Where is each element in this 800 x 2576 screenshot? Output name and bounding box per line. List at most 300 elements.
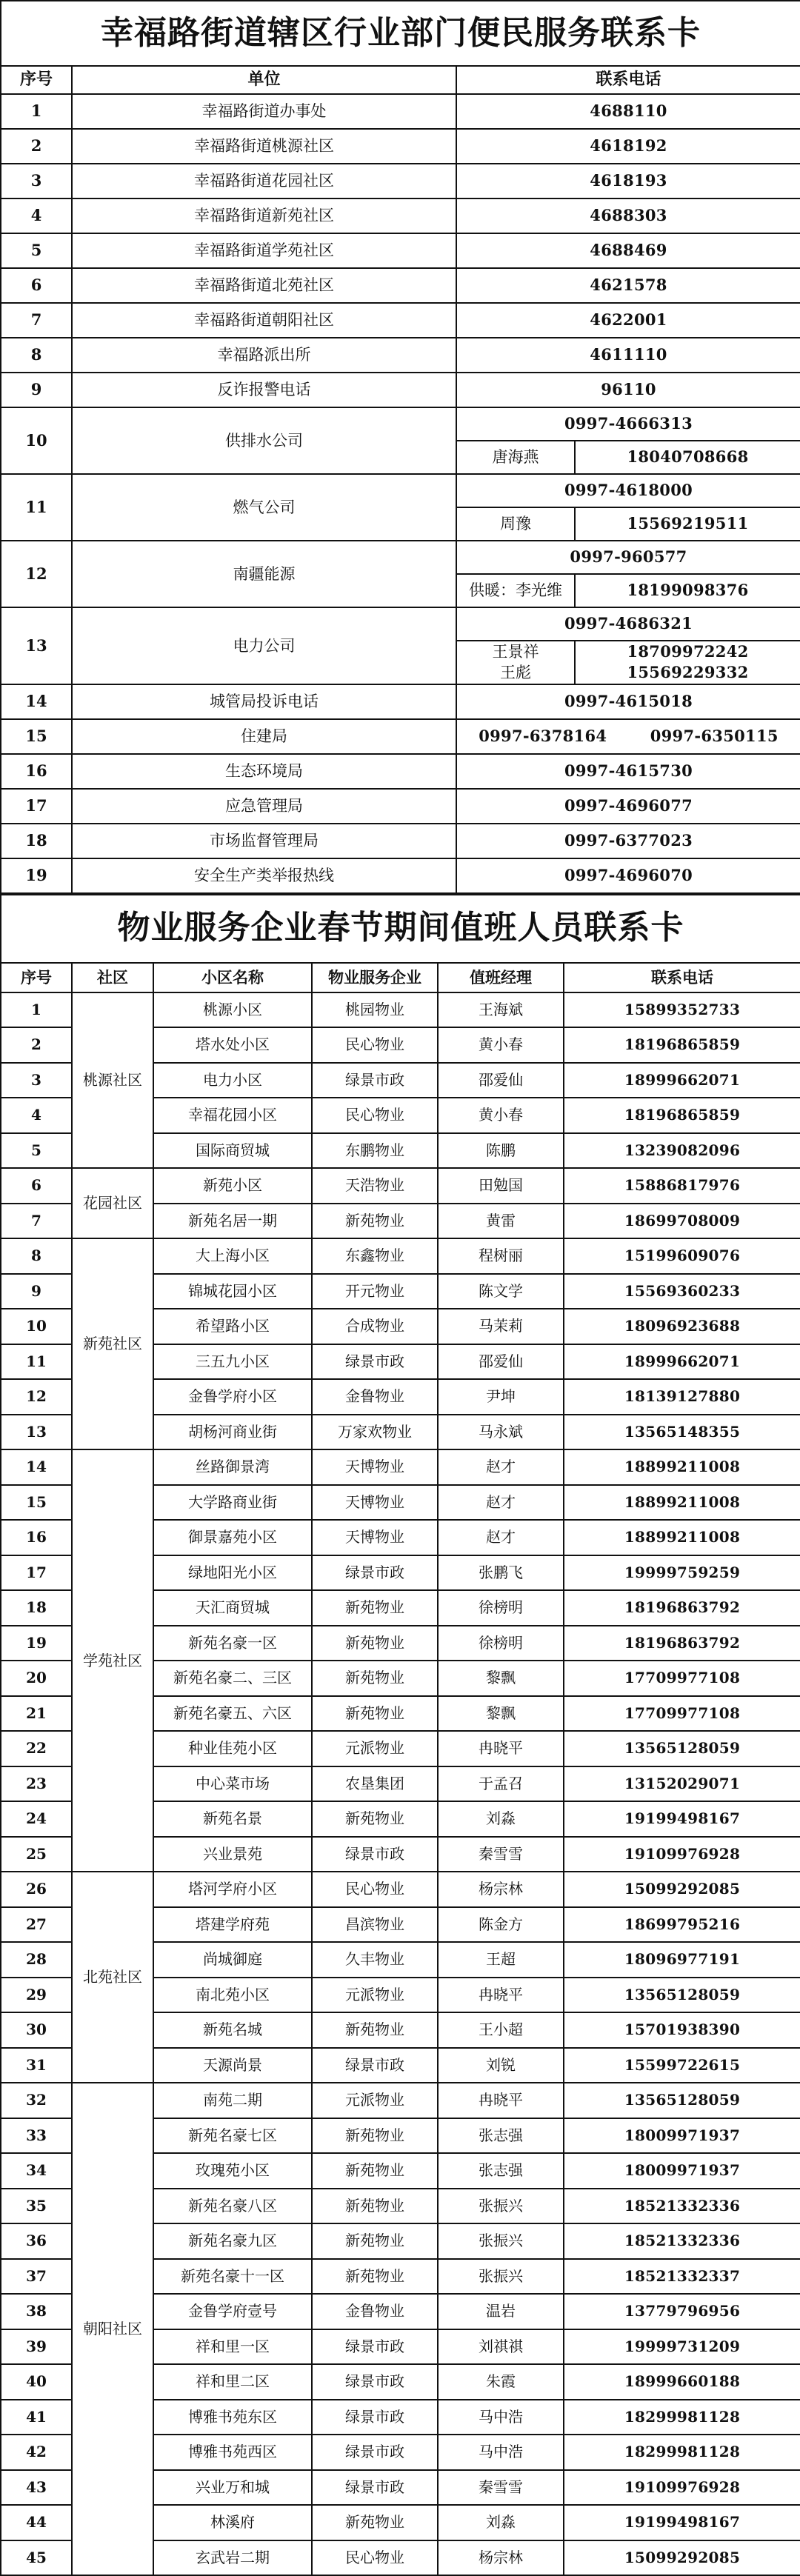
contact-name: 王彪 — [500, 664, 531, 682]
duty-manager: 张振兴 — [438, 2259, 564, 2295]
duty-manager: 于孟召 — [438, 1766, 564, 1802]
duty-manager: 张振兴 — [438, 2223, 564, 2259]
duty-manager: 徐榜明 — [438, 1590, 564, 1626]
phone-number: 0997-6378164 — [479, 727, 607, 746]
duty-manager: 马茉莉 — [438, 1309, 564, 1344]
row-number: 22 — [1, 1731, 72, 1766]
phone-number: 19999731209 — [564, 2329, 800, 2365]
estate-name: 新苑名居一期 — [153, 1204, 312, 1239]
row-number: 21 — [1, 1696, 72, 1732]
table-row — [1, 407, 800, 441]
table-row — [1, 541, 800, 574]
row-number: 6 — [1, 268, 72, 303]
row-number: 15 — [1, 719, 72, 754]
estate-name: 金鲁学府小区 — [153, 1379, 312, 1415]
header-no: 序号 — [1, 963, 72, 992]
phone-number: 18899211008 — [564, 1449, 800, 1485]
row-number: 17 — [1, 789, 72, 824]
phone-number: 0997-960577 — [456, 541, 800, 574]
unit-name: 生态环境局 — [72, 754, 456, 789]
row-number: 30 — [1, 2012, 72, 2048]
row-number: 15 — [1, 1485, 72, 1521]
property-company: 桃园物业 — [312, 992, 438, 1028]
duty-manager: 邵爱仙 — [438, 1344, 564, 1380]
estate-name: 新苑名豪九区 — [153, 2223, 312, 2259]
row-number: 7 — [1, 303, 72, 338]
phone-number: 13239082096 — [564, 1133, 800, 1169]
card2-title: 物业服务企业春节期间值班人员联系卡 — [1, 895, 800, 963]
property-company: 绿景市政 — [312, 1555, 438, 1591]
phone-number: 18899211008 — [564, 1485, 800, 1521]
phone-number: 0997-4615018 — [456, 684, 800, 719]
row-number: 19 — [1, 1626, 72, 1661]
table-row — [1, 303, 800, 338]
unit-name: 住建局 — [72, 719, 456, 754]
phone-number: 15569360233 — [564, 1274, 800, 1309]
property-company: 民心物业 — [312, 1872, 438, 1907]
unit-name: 幸福路街道朝阳社区 — [72, 303, 456, 338]
row-number: 12 — [1, 1379, 72, 1415]
contact-name: 唐海燕 — [456, 441, 575, 474]
unit-name: 幸福路街道办事处 — [72, 94, 456, 129]
phone-number: 0997-4615730 — [456, 754, 800, 789]
unit-name: 应急管理局 — [72, 789, 456, 824]
row-number: 26 — [1, 1872, 72, 1907]
property-company: 绿景市政 — [312, 2048, 438, 2083]
estate-name: 尚城御庭 — [153, 1942, 312, 1978]
row-number: 7 — [1, 1204, 72, 1239]
contact-phone: 18709972242 — [627, 642, 749, 661]
duty-manager: 黄雷 — [438, 1204, 564, 1239]
phone-number: 18009971937 — [564, 2153, 800, 2189]
property-company: 新苑物业 — [312, 2118, 438, 2154]
estate-name: 御景嘉苑小区 — [153, 1520, 312, 1555]
phone-number: 18196863792 — [564, 1626, 800, 1661]
phone-number: 4618193 — [456, 164, 800, 198]
row-number: 5 — [1, 233, 72, 268]
row-number: 39 — [1, 2329, 72, 2365]
community-name: 学苑社区 — [72, 1449, 153, 1872]
phone-number: 4618192 — [456, 129, 800, 164]
property-company: 民心物业 — [312, 1027, 438, 1063]
estate-name: 电力小区 — [153, 1063, 312, 1098]
row-number: 1 — [1, 992, 72, 1028]
row-number: 8 — [1, 338, 72, 373]
estate-name: 新苑小区 — [153, 1168, 312, 1204]
property-company: 万家欢物业 — [312, 1415, 438, 1450]
phone-number: 13779796956 — [564, 2294, 800, 2329]
row-number: 17 — [1, 1555, 72, 1591]
property-company: 新苑物业 — [312, 1590, 438, 1626]
community-name: 花园社区 — [72, 1168, 153, 1238]
row-number: 1 — [1, 94, 72, 129]
duty-manager: 马永斌 — [438, 1415, 564, 1450]
duty-manager: 陈鹏 — [438, 1133, 564, 1169]
phone-number: 18196863792 — [564, 1590, 800, 1626]
phone-number: 0997-4686321 — [456, 607, 800, 641]
property-company: 绿景市政 — [312, 2329, 438, 2365]
unit-name: 幸福路街道花园社区 — [72, 164, 456, 198]
property-company: 久丰物业 — [312, 1942, 438, 1978]
property-company: 昌滨物业 — [312, 1907, 438, 1943]
estate-name: 新苑名景 — [153, 1801, 312, 1837]
estate-name: 博雅书苑东区 — [153, 2400, 312, 2435]
row-number: 31 — [1, 2048, 72, 2083]
community-name: 北苑社区 — [72, 1872, 153, 2083]
community-name: 桃源社区 — [72, 992, 153, 1169]
estate-name: 国际商贸城 — [153, 1133, 312, 1169]
community-name: 新苑社区 — [72, 1238, 153, 1449]
row-number: 10 — [1, 407, 72, 474]
phone-number: 0997-4666313 — [456, 407, 800, 441]
estate-name: 新苑名豪二、三区 — [153, 1661, 312, 1696]
phone-number: 18699795216 — [564, 1907, 800, 1943]
phone-number: 13565128059 — [564, 1978, 800, 2013]
row-number: 20 — [1, 1661, 72, 1696]
table-row — [1, 233, 800, 268]
table-row — [1, 1168, 800, 1204]
property-company: 东鑫物业 — [312, 1238, 438, 1274]
table-row — [1, 338, 800, 373]
phone-number: 13565128059 — [564, 2083, 800, 2118]
estate-name: 新苑名豪十一区 — [153, 2259, 312, 2295]
table-row — [1, 2083, 800, 2118]
duty-manager: 马中浩 — [438, 2435, 564, 2470]
table-row — [1, 719, 800, 754]
estate-name: 兴业景苑 — [153, 1837, 312, 1872]
row-number: 5 — [1, 1133, 72, 1169]
table-row — [1, 474, 800, 507]
header-community: 社区 — [72, 963, 153, 992]
table-row — [1, 789, 800, 824]
row-number: 9 — [1, 373, 72, 407]
estate-name: 天汇商贸城 — [153, 1590, 312, 1626]
unit-name: 幸福路街道新苑社区 — [72, 198, 456, 233]
duty-manager: 程树丽 — [438, 1238, 564, 1274]
row-number: 42 — [1, 2435, 72, 2470]
header-estate: 小区名称 — [153, 963, 312, 992]
unit-name: 安全生产类举报热线 — [72, 858, 456, 893]
row-number: 18 — [1, 824, 72, 858]
phone-number: 18299981128 — [564, 2400, 800, 2435]
phone-number: 18139127880 — [564, 1379, 800, 1415]
service-contact-card — [0, 0, 800, 894]
duty-manager: 冉晓平 — [438, 1731, 564, 1766]
property-company: 天博物业 — [312, 1485, 438, 1521]
estate-name: 锦城花园小区 — [153, 1274, 312, 1309]
duty-manager: 秦雪雪 — [438, 1837, 564, 1872]
phone-number: 0997-4696070 — [456, 858, 800, 893]
row-number: 24 — [1, 1801, 72, 1837]
duty-manager: 刘祺祺 — [438, 2329, 564, 2365]
property-company: 天博物业 — [312, 1520, 438, 1555]
property-company: 新苑物业 — [312, 2012, 438, 2048]
duty-manager: 秦雪雪 — [438, 2470, 564, 2506]
row-number: 40 — [1, 2364, 72, 2400]
unit-name: 反诈报警电话 — [72, 373, 456, 407]
unit-name: 幸福路派出所 — [72, 338, 456, 373]
estate-name: 兴业万和城 — [153, 2470, 312, 2506]
property-company: 绿景市政 — [312, 2400, 438, 2435]
duty-manager: 王海斌 — [438, 992, 564, 1028]
phone-number: 17709977108 — [564, 1696, 800, 1732]
row-number: 45 — [1, 2540, 72, 2576]
row-number: 4 — [1, 198, 72, 233]
phone-number: 19109976928 — [564, 1837, 800, 1872]
phone-number: 18196865859 — [564, 1027, 800, 1063]
property-company: 元派物业 — [312, 2083, 438, 2118]
property-company: 元派物业 — [312, 1731, 438, 1766]
table-row — [1, 198, 800, 233]
estate-name: 新苑名城 — [153, 2012, 312, 2048]
estate-name: 塔建学府苑 — [153, 1907, 312, 1943]
estate-name: 胡杨河商业街 — [153, 1415, 312, 1450]
property-company: 农垦集团 — [312, 1766, 438, 1802]
duty-manager: 杨宗林 — [438, 1872, 564, 1907]
row-number: 32 — [1, 2083, 72, 2118]
phone-number: 18521332336 — [564, 2223, 800, 2259]
property-company: 天博物业 — [312, 1449, 438, 1485]
phone-number: 15099292085 — [564, 1872, 800, 1907]
estate-name: 绿地阳光小区 — [153, 1555, 312, 1591]
duty-manager: 赵才 — [438, 1485, 564, 1521]
phone-number: 15886817976 — [564, 1168, 800, 1204]
estate-name: 希望路小区 — [153, 1309, 312, 1344]
estate-name: 塔河学府小区 — [153, 1872, 312, 1907]
property-company: 民心物业 — [312, 1098, 438, 1133]
contact-phone: 15569229332 — [627, 663, 749, 682]
duty-manager: 张振兴 — [438, 2189, 564, 2224]
phone-number: 13565148355 — [564, 1415, 800, 1450]
row-number: 16 — [1, 754, 72, 789]
duty-manager: 温岩 — [438, 2294, 564, 2329]
property-company: 绿景市政 — [312, 1344, 438, 1380]
row-number: 4 — [1, 1098, 72, 1133]
row-number: 43 — [1, 2470, 72, 2506]
phone-number: 18999660188 — [564, 2364, 800, 2400]
phone-number: 19999759259 — [564, 1555, 800, 1591]
row-number: 8 — [1, 1238, 72, 1274]
property-company: 新苑物业 — [312, 2153, 438, 2189]
phone-number: 18096977191 — [564, 1942, 800, 1978]
row-number: 27 — [1, 1907, 72, 1943]
property-company: 绿景市政 — [312, 2364, 438, 2400]
table-row — [1, 1449, 800, 1485]
estate-name: 南北苑小区 — [153, 1978, 312, 2013]
row-number: 3 — [1, 1063, 72, 1098]
phone-number: 19109976928 — [564, 2470, 800, 2506]
estate-name: 新苑名豪八区 — [153, 2189, 312, 2224]
row-number: 2 — [1, 129, 72, 164]
phone-number: 19199498167 — [564, 1801, 800, 1837]
row-number: 13 — [1, 1415, 72, 1450]
duty-manager: 刘淼 — [438, 1801, 564, 1837]
duty-manager: 张志强 — [438, 2153, 564, 2189]
unit-name: 供排水公司 — [72, 407, 456, 474]
header-manager: 值班经理 — [438, 963, 564, 992]
estate-name: 大学路商业街 — [153, 1485, 312, 1521]
table-row — [1, 754, 800, 789]
row-number: 41 — [1, 2400, 72, 2435]
unit-name: 电力公司 — [72, 607, 456, 684]
community-name: 朝阳社区 — [72, 2083, 153, 2575]
property-company: 绿景市政 — [312, 2470, 438, 2506]
estate-name: 三五九小区 — [153, 1344, 312, 1380]
row-number: 2 — [1, 1027, 72, 1063]
contact-phone: 18040708668 — [575, 441, 800, 474]
table-row — [1, 858, 800, 893]
phone-number: 18009971937 — [564, 2118, 800, 2154]
row-number: 25 — [1, 1837, 72, 1872]
table-row — [1, 607, 800, 641]
duty-manager: 黎飘 — [438, 1696, 564, 1732]
row-number: 6 — [1, 1168, 72, 1204]
header-no: 序号 — [1, 66, 72, 94]
property-company: 天浩物业 — [312, 1168, 438, 1204]
phone-number: 18096923688 — [564, 1309, 800, 1344]
estate-name: 玄武岩二期 — [153, 2540, 312, 2576]
contact-name: 王景祥 — [492, 643, 539, 661]
row-number: 14 — [1, 684, 72, 719]
estate-name: 幸福花园小区 — [153, 1098, 312, 1133]
table-row — [1, 129, 800, 164]
row-number: 29 — [1, 1978, 72, 2013]
row-number: 12 — [1, 541, 72, 607]
duty-manager: 邵爱仙 — [438, 1063, 564, 1098]
duty-manager: 田勉国 — [438, 1168, 564, 1204]
phone-number: 13565128059 — [564, 1731, 800, 1766]
contact-phones — [575, 641, 800, 684]
header-phone: 联系电话 — [456, 66, 800, 94]
phone-number: 0997-4618000 — [456, 474, 800, 507]
duty-manager: 张志强 — [438, 2118, 564, 2154]
duty-manager: 王小超 — [438, 2012, 564, 2048]
row-number: 38 — [1, 2294, 72, 2329]
phone-number: 15199609076 — [564, 1238, 800, 1274]
duty-manager: 黄小春 — [438, 1027, 564, 1063]
duty-manager: 冉晓平 — [438, 1978, 564, 2013]
row-number: 35 — [1, 2189, 72, 2224]
phone-number: 4621578 — [456, 268, 800, 303]
property-company: 新苑物业 — [312, 1801, 438, 1837]
row-number: 44 — [1, 2505, 72, 2540]
row-number: 33 — [1, 2118, 72, 2154]
duty-manager: 朱霞 — [438, 2364, 564, 2400]
phone-number: 4688469 — [456, 233, 800, 268]
table-row — [1, 684, 800, 719]
row-number: 9 — [1, 1274, 72, 1309]
phone-number: 18699708009 — [564, 1204, 800, 1239]
row-number: 28 — [1, 1942, 72, 1978]
unit-name: 城管局投诉电话 — [72, 684, 456, 719]
estate-name: 博雅书苑西区 — [153, 2435, 312, 2470]
table-row — [1, 268, 800, 303]
estate-name: 种业佳苑小区 — [153, 1731, 312, 1766]
duty-manager: 张鹏飞 — [438, 1555, 564, 1591]
row-number: 10 — [1, 1309, 72, 1344]
row-number: 13 — [1, 607, 72, 684]
estate-name: 林溪府 — [153, 2505, 312, 2540]
phone-number: 18521332337 — [564, 2259, 800, 2295]
contact-name: 周豫 — [456, 507, 575, 541]
row-number: 34 — [1, 2153, 72, 2189]
phone-number: 4688110 — [456, 94, 800, 129]
phone-number: 15701938390 — [564, 2012, 800, 2048]
card1-title: 幸福路街道辖区行业部门便民服务联系卡 — [1, 1, 800, 66]
row-number: 36 — [1, 2223, 72, 2259]
phone-number: 18899211008 — [564, 1520, 800, 1555]
table-row — [1, 94, 800, 129]
table-row — [1, 164, 800, 198]
phone-number: 4622001 — [456, 303, 800, 338]
estate-name: 南苑二期 — [153, 2083, 312, 2118]
header-unit: 单位 — [72, 66, 456, 94]
property-company: 合成物业 — [312, 1309, 438, 1344]
phone-number: 0997-4696077 — [456, 789, 800, 824]
property-company: 新苑物业 — [312, 2259, 438, 2295]
table-row — [1, 824, 800, 858]
phone-number: 0997-6350115 — [650, 727, 779, 746]
phone-number: 4688303 — [456, 198, 800, 233]
phone-number: 15899352733 — [564, 992, 800, 1028]
phone-number: 15099292085 — [564, 2540, 800, 2576]
duty-manager: 赵才 — [438, 1449, 564, 1485]
property-company: 新苑物业 — [312, 2189, 438, 2224]
contact-names — [456, 641, 575, 684]
estate-name: 大上海小区 — [153, 1238, 312, 1274]
phone-number: 17709977108 — [564, 1661, 800, 1696]
duty-manager: 陈文学 — [438, 1274, 564, 1309]
estate-name: 新苑名豪五、六区 — [153, 1696, 312, 1732]
phone-number: 18999662071 — [564, 1063, 800, 1098]
row-number: 37 — [1, 2259, 72, 2295]
estate-name: 新苑名豪七区 — [153, 2118, 312, 2154]
phone-number: 15599722615 — [564, 2048, 800, 2083]
contact-phone: 18199098376 — [575, 574, 800, 607]
row-number: 18 — [1, 1590, 72, 1626]
table-row — [1, 373, 800, 407]
property-company: 东鹏物业 — [312, 1133, 438, 1169]
unit-name: 幸福路街道北苑社区 — [72, 268, 456, 303]
property-company: 新苑物业 — [312, 1661, 438, 1696]
unit-name: 幸福路街道学苑社区 — [72, 233, 456, 268]
unit-name: 市场监督管理局 — [72, 824, 456, 858]
estate-name: 天源尚景 — [153, 2048, 312, 2083]
property-company: 新苑物业 — [312, 1626, 438, 1661]
phone-number: 13152029071 — [564, 1766, 800, 1802]
row-number: 11 — [1, 1344, 72, 1380]
row-number: 23 — [1, 1766, 72, 1802]
phone-number: 96110 — [456, 373, 800, 407]
row-number: 11 — [1, 474, 72, 541]
duty-manager: 杨宗林 — [438, 2540, 564, 2576]
duty-manager: 冉晓平 — [438, 2083, 564, 2118]
unit-name: 燃气公司 — [72, 474, 456, 541]
phone-pair — [456, 719, 800, 754]
estate-name: 祥和里二区 — [153, 2364, 312, 2400]
estate-name: 中心菜市场 — [153, 1766, 312, 1802]
phone-number: 18999662071 — [564, 1344, 800, 1380]
contact-phone: 15569219511 — [575, 507, 800, 541]
duty-manager: 黎飘 — [438, 1661, 564, 1696]
property-company: 民心物业 — [312, 2540, 438, 2576]
duty-manager: 刘锐 — [438, 2048, 564, 2083]
estate-name: 桃源小区 — [153, 992, 312, 1028]
header-phone: 联系电话 — [564, 963, 800, 992]
property-company: 新苑物业 — [312, 1696, 438, 1732]
property-company: 新苑物业 — [312, 1204, 438, 1239]
duty-manager: 黄小春 — [438, 1098, 564, 1133]
